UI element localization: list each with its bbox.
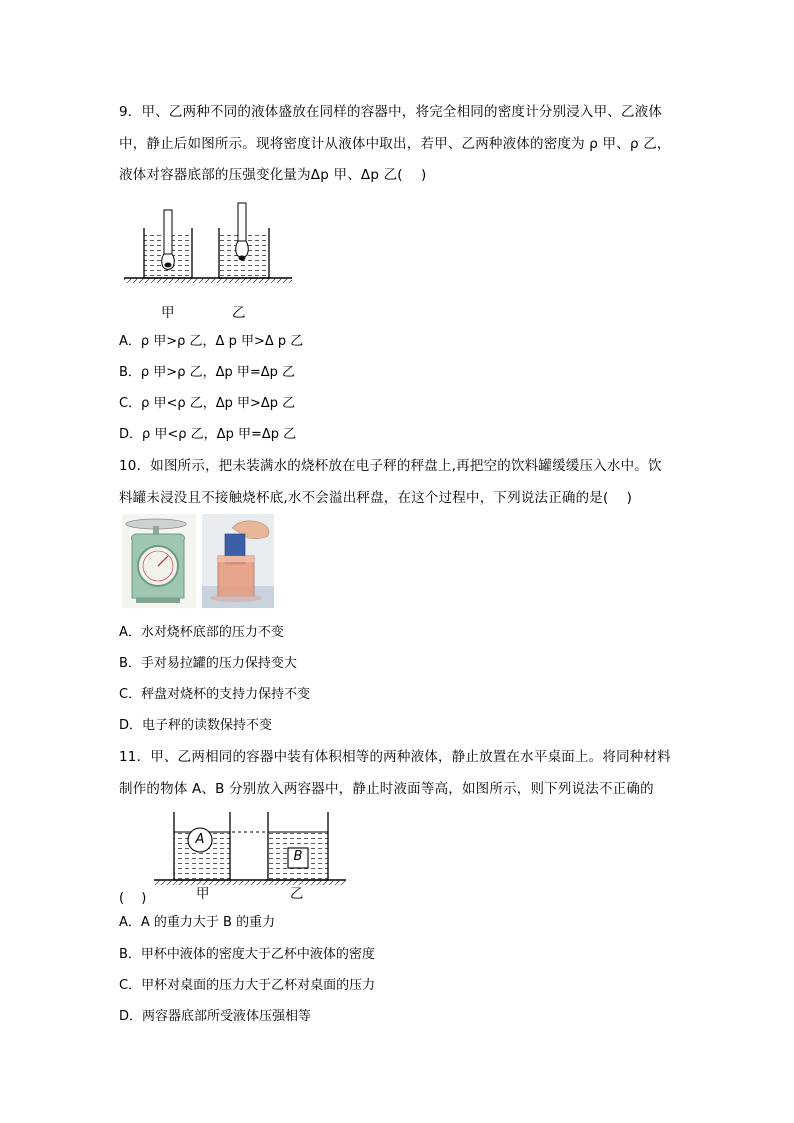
q11-label-yi: 乙 xyxy=(290,886,304,902)
q10-option-a: A．水对烧杯底部的压力不变 xyxy=(119,625,284,640)
q9-option-b: B．ρ 甲>ρ 乙，Δp 甲=Δp 乙 xyxy=(119,365,296,380)
q11-object-b-label: B xyxy=(293,849,303,864)
q9-stem-line-2: 中，静止后如图所示。现将密度计从液体中取出，若甲、乙两种液体的密度为 ρ 甲、ρ 乙， xyxy=(119,136,671,152)
q11-stem-line-2: 制作的物体 A、B 分别放入两容器中，静止时液面等高，如图所示，则下列说法不正确的 xyxy=(119,781,654,797)
q9-label-yi: 乙 xyxy=(232,305,246,321)
q9-option-d: D．ρ 甲<ρ 乙，Δp 甲=Δp 乙 xyxy=(119,427,297,442)
q10-option-b: B．手对易拉罐的压力保持变大 xyxy=(119,656,297,671)
q10-stem-line-2: 料罐未浸没且不接触烧杯底,水不会溢出秤盘，在这个过程中，下列说法正确的是( ) xyxy=(119,490,633,506)
q11-option-d: D．两容器底部所受液体压强相等 xyxy=(119,1009,312,1024)
q11-containers-figure xyxy=(150,806,350,898)
q9-stem-line-3: 液体对容器底部的压强变化量为Δp 甲、Δp 乙( ) xyxy=(119,167,427,183)
q10-option-d: D．电子秤的读数保持不变 xyxy=(119,718,273,733)
q11-stem-line-3: ( ) xyxy=(119,891,147,906)
q10-photo-figure xyxy=(122,514,274,608)
q9-option-c: C．ρ 甲<ρ 乙，Δp 甲>Δp 乙 xyxy=(119,396,296,411)
q11-option-b: B．甲杯中液体的密度大于乙杯中液体的密度 xyxy=(119,947,375,962)
q9-hydrometer-figure xyxy=(122,198,297,288)
q10-stem-line-1: 10．如图所示，把未装满水的烧杯放在电子秤的秤盘上,再把空的饮料罐缓缓压入水中。饮 xyxy=(119,458,662,474)
q11-label-jia: 甲 xyxy=(196,886,210,902)
q11-object-a-label: A xyxy=(195,832,205,847)
q9-stem-line-1: 9．甲、乙两种不同的液体盛放在同样的容器中，将完全相同的密度计分别浸入甲、乙液体 xyxy=(119,104,663,120)
q11-option-c: C．甲杯对桌面的压力大于乙杯对桌面的压力 xyxy=(119,978,376,993)
q10-option-c: C．秤盘对烧杯的支持力保持不变 xyxy=(119,687,311,702)
q11-option-a: A．A 的重力大于 B 的重力 xyxy=(119,915,276,930)
q9-label-jia: 甲 xyxy=(161,305,175,321)
q11-stem-line-1: 11．甲、乙两相同的容器中装有体积相等的两种液体，静止放置在水平桌面上。将同种材料 xyxy=(119,749,671,765)
q9-option-a: A．ρ 甲>ρ 乙，Δ p 甲>Δ p 乙 xyxy=(119,334,304,349)
